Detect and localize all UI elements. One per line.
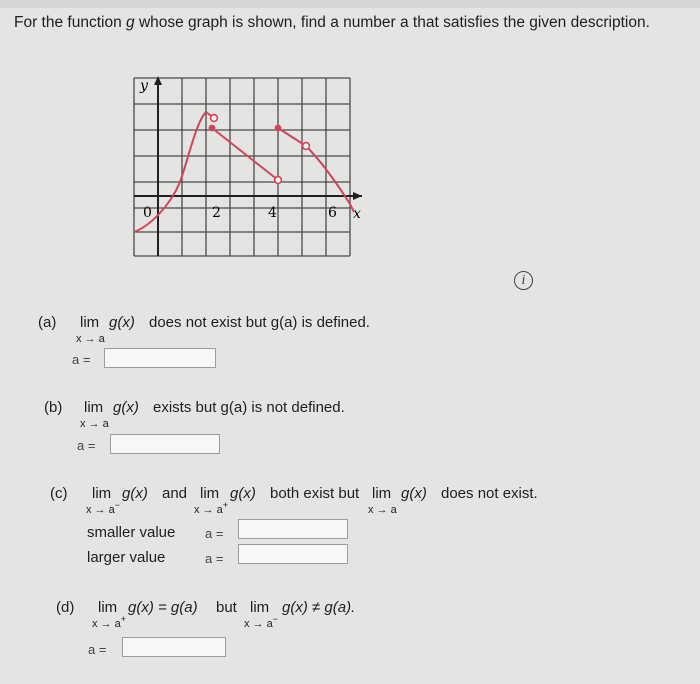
part-c-smaller-label: smaller value [87,524,176,541]
y-axis-label: y [140,78,148,94]
part-c-lim-2: lim [200,485,220,502]
info-icon[interactable]: i [514,271,533,290]
part-b-lim: lim [84,399,104,416]
part-c-mid-text: both exist but [270,485,360,502]
part-c-subscript-3: x → a [368,504,397,516]
part-a-label: (a) [38,314,57,331]
filled-point-left [209,125,216,132]
part-a-subscript: x → a [76,333,105,345]
question-text: For the function g whose graph is shown, find a number a that satisfies the given description. [14,14,650,31]
part-c-label: (c) [50,485,68,502]
part-a-lim: lim [80,314,100,331]
tick-label-6: 6 [328,205,337,221]
x-axis-label: x [353,206,361,222]
tick-label-0: 0 [143,205,152,221]
part-d-label: (d) [56,599,75,616]
part-d-answer-field[interactable] [122,637,226,657]
part-c-larger-field[interactable] [238,544,348,564]
part-b-func: g(x) [113,399,139,416]
part-d-answer-label: a = [88,642,107,657]
part-d-subscript-2: x → a− [244,614,278,630]
open-point-right [303,143,310,150]
part-d-lim-2: lim [250,599,270,616]
part-c-and: and [162,485,188,502]
part-c-smaller-a-label: a = [205,526,224,541]
part-c-func-3: g(x) [401,485,427,502]
part-c-larger-label: larger value [87,549,166,566]
filled-point-right [275,125,282,132]
part-a-answer-label: a = [72,352,91,367]
tick-label-2: 2 [212,205,221,221]
function-graph [128,72,364,260]
part-a-func: g(x) [109,314,135,331]
part-c-smaller-field[interactable] [238,519,348,539]
part-c-larger-a-label: a = [205,551,224,566]
curve-points [209,115,310,184]
part-d-subscript-1: x → a+ [92,614,126,630]
part-a-answer-field[interactable] [104,348,216,368]
part-c-subscript-2: x → a+ [194,500,228,516]
part-b-label: (b) [44,399,63,416]
x-axis-arrow [353,192,362,200]
part-b-text: exists but g(a) is not defined. [153,399,345,416]
part-c-lim-1: lim [92,485,112,502]
part-b-answer-field[interactable] [110,434,220,454]
part-c-lim-3: lim [372,485,392,502]
part-c-func-1: g(x) [122,485,148,502]
part-b-subscript: x → a [80,418,109,430]
question-func: g [126,14,135,31]
part-d-lim-1: lim [98,599,118,616]
part-d-but: but [216,599,237,616]
part-c-subscript-1: x → a− [86,500,120,516]
part-c-end-text: does not exist. [441,485,538,502]
part-b-answer-label: a = [77,438,96,453]
part-d-func-1: g(x) = g(a) [128,599,198,616]
part-a-text: does not exist but g(a) is defined. [149,314,370,331]
top-divider [0,0,700,8]
open-point-dip [275,177,282,184]
part-c-func-2: g(x) [230,485,256,502]
tick-label-4: 4 [268,205,277,221]
open-point-upper-left [211,115,218,122]
part-d-func-2: g(x) ≠ g(a). [282,599,356,616]
graph-grid [134,78,350,256]
